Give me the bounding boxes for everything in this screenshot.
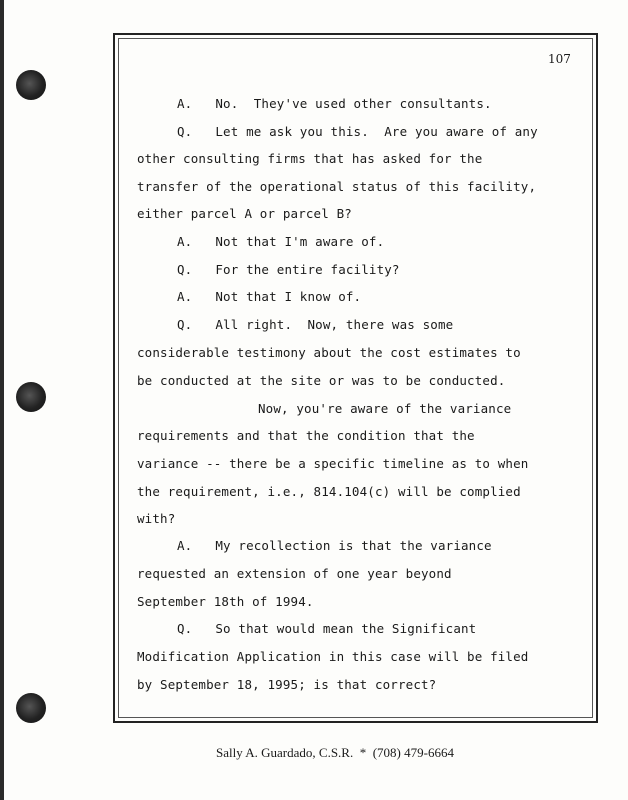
transcript-line: Q. For the entire facility? bbox=[177, 262, 400, 277]
binder-hole-bottom bbox=[16, 693, 46, 723]
transcript-line: with? bbox=[137, 511, 176, 526]
transcript-line: Now, you're aware of the variance bbox=[258, 401, 512, 416]
transcript-line: Q. Let me ask you this. Are you aware of any bbox=[177, 124, 538, 139]
page-number: 107 bbox=[548, 52, 571, 66]
transcript-line: variance -- there be a specific timeline as to when bbox=[137, 456, 529, 471]
transcript-line: considerable testimony about the cost estimates to bbox=[137, 345, 521, 360]
transcript-line: A. Not that I know of. bbox=[177, 289, 362, 304]
transcript-line: A. No. They've used other consultants. bbox=[177, 96, 492, 111]
reporter-footer: Sally A. Guardado, C.S.R. * (708) 479-6664 bbox=[216, 745, 454, 760]
transcript-line: A. My recollection is that the variance bbox=[177, 538, 492, 553]
scan-edge bbox=[0, 0, 4, 800]
binder-hole-middle bbox=[16, 382, 46, 412]
transcript-line: other consulting firms that has asked for the bbox=[137, 151, 483, 166]
transcript-line: Q. All right. Now, there was some bbox=[177, 317, 454, 332]
transcript-line: September 18th of 1994. bbox=[137, 594, 314, 609]
transcript-line: Modification Application in this case will be filed bbox=[137, 649, 529, 664]
binder-hole-top bbox=[16, 70, 46, 100]
transcript-line: by September 18, 1995; is that correct? bbox=[137, 677, 437, 692]
transcript-line: Q. So that would mean the Significant bbox=[177, 621, 477, 636]
transcript-line: transfer of the operational status of this facility, bbox=[137, 179, 537, 194]
transcript-line: requirements and that the condition that the bbox=[137, 428, 475, 443]
transcript-line: A. Not that I'm aware of. bbox=[177, 234, 385, 249]
transcript-line: requested an extension of one year beyond bbox=[137, 566, 452, 581]
transcript-line: either parcel A or parcel B? bbox=[137, 206, 352, 221]
transcript-line: be conducted at the site or was to be conducted. bbox=[137, 373, 506, 388]
transcript-line: the requirement, i.e., 814.104(c) will be complied bbox=[137, 484, 521, 499]
